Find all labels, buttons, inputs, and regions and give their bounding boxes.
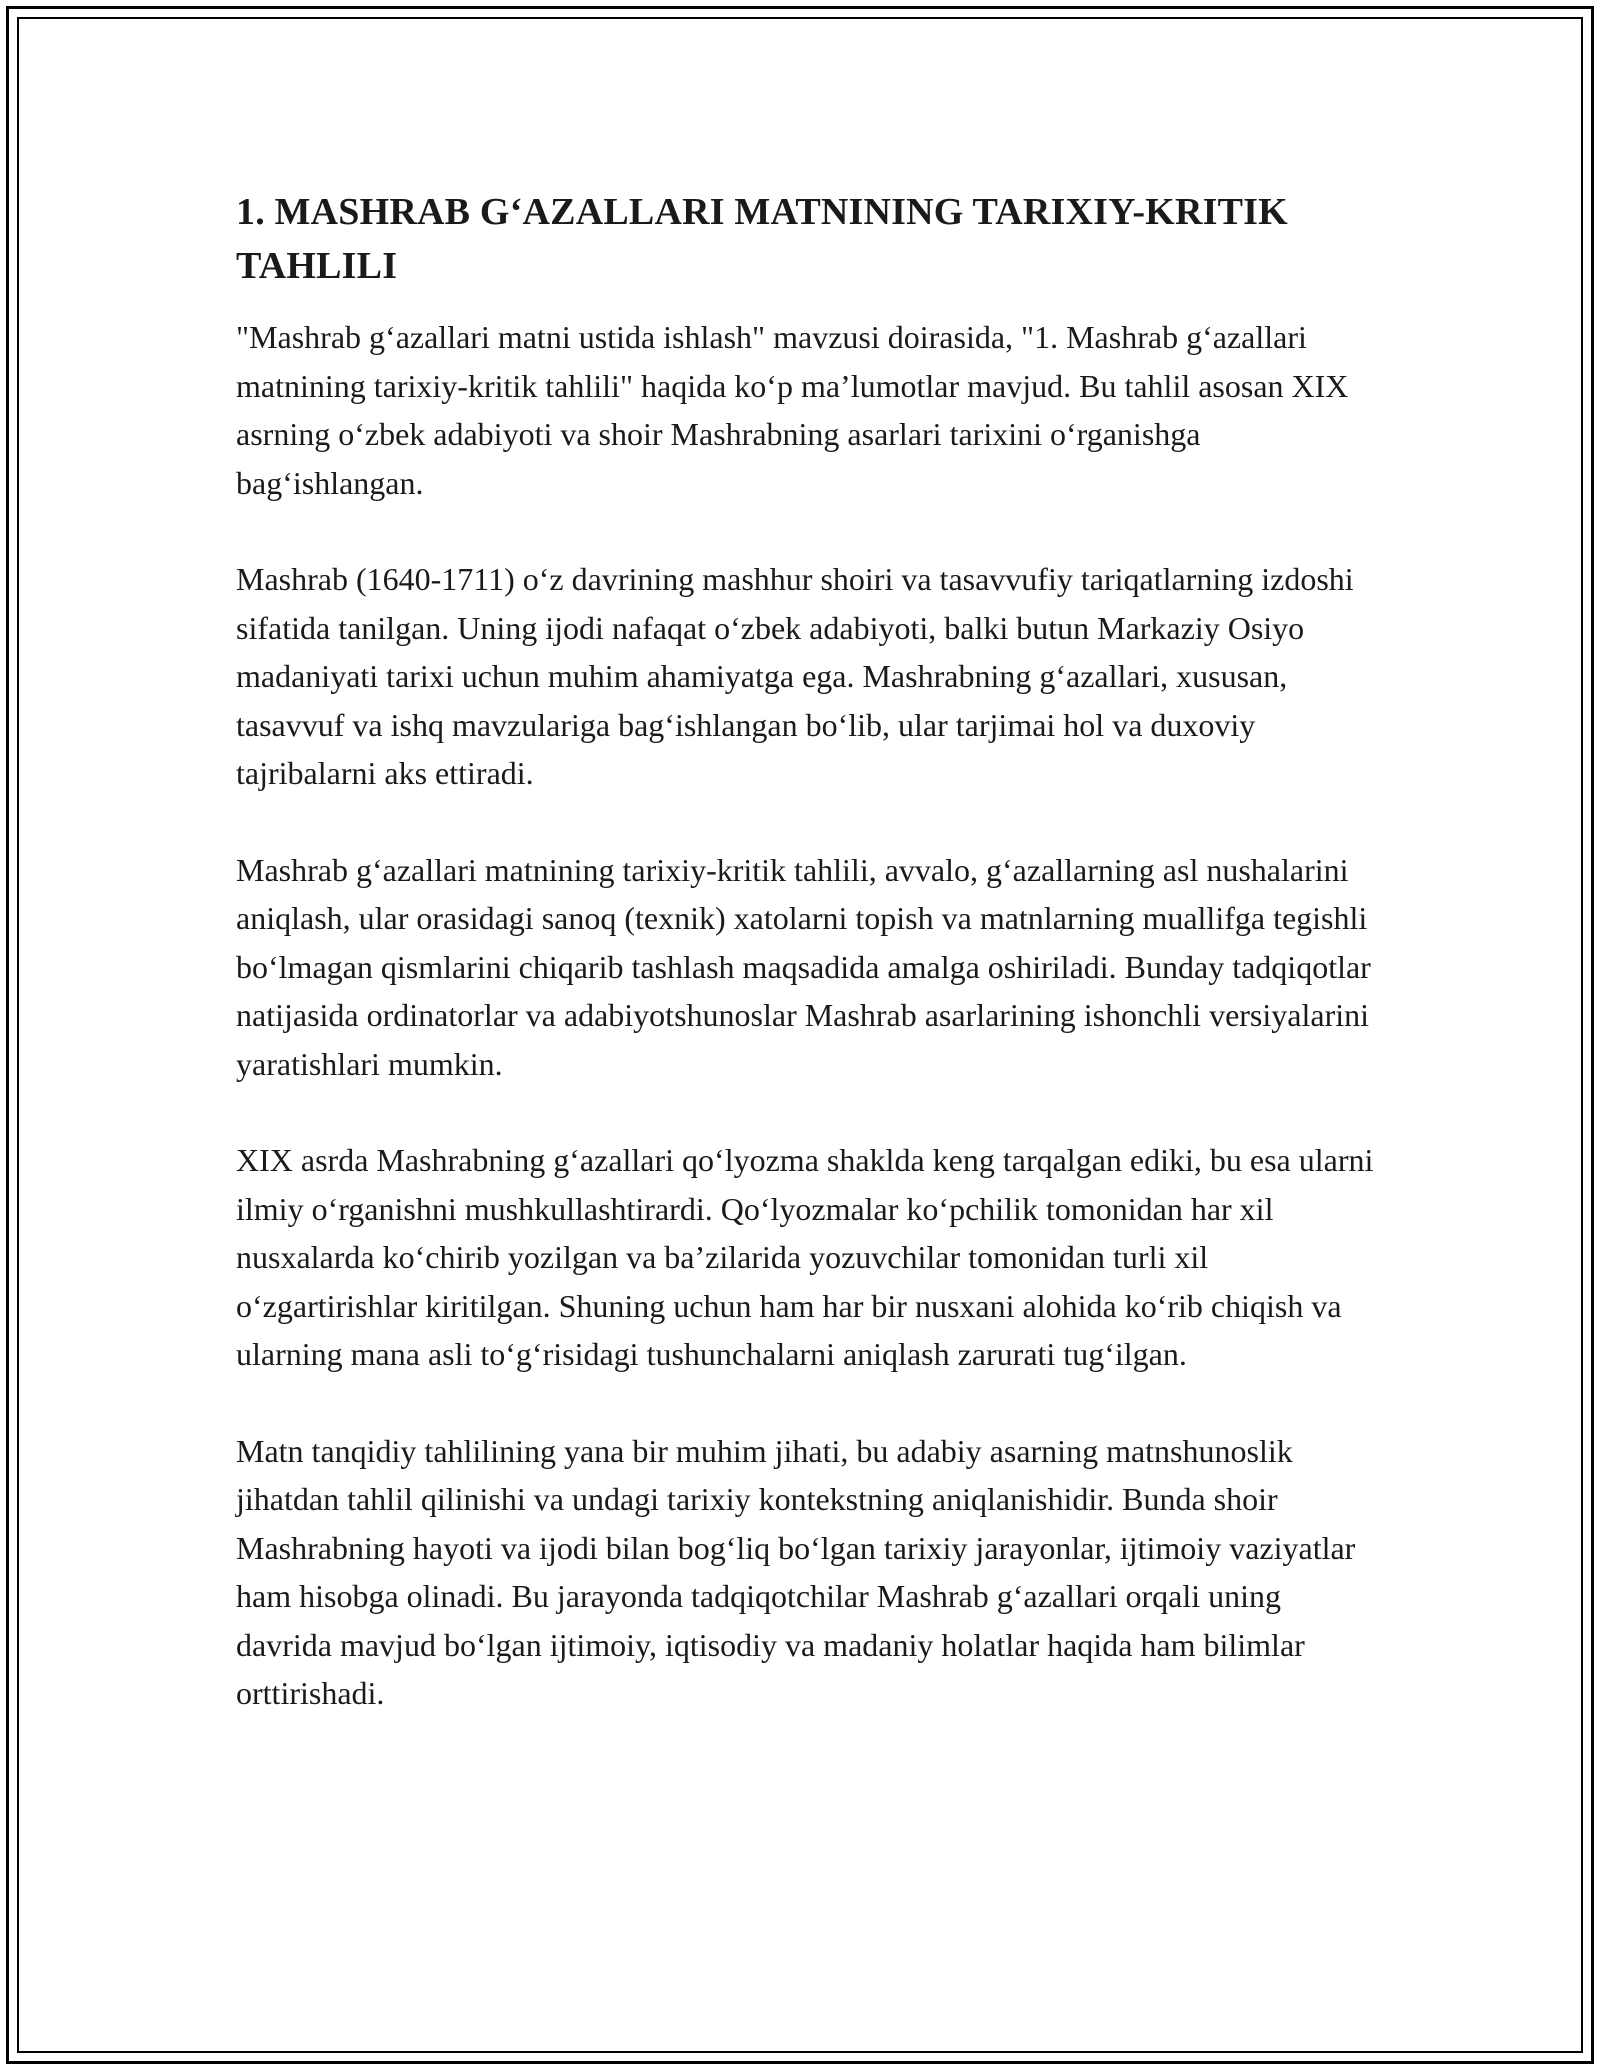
paragraph-5: Matn tanqidiy tahlilining yana bir muhim jihati, bu adabiy asarning matnshunoslik jihatdan tahlil qilinishi va undagi tarixiy kontekstning aniqlanishidir. Bunda shoir Mashrabning hayoti va ijodi bilan bog‘liq bo‘lgan tarixiy jarayonlar, ijtimoiy vaziyatlar ham hisobga olinadi. Bu jarayonda tadqiqotchilar Mashrab g‘azallari orqali uning davrida mavjud bo‘lgan ijtimoiy, iqtisodiy va madaniy holatlar haqida ham bilimlar orttirishadi. bbox=[236, 1432, 1356, 1711]
paragraph-1: "Mashrab g‘azallari matni ustida ishlash" mavzusi doirasida, "1. Mashrab g‘azallari matnining tarixiy-kritik tahlili" haqida ko‘p ma’lumotlar mavjud. Bu tahlil asosan XIX asrning o‘zbek adabiyoti va shoir Mashrabning asarlari tarixini o‘rganishga bag‘ishlangan. bbox=[236, 319, 1349, 501]
paragraph-3: Mashrab g‘azallari matnining tarixiy-kritik tahlili, avvalo, g‘azallarning asl nushalarini aniqlash, ular orasidagi sanoq (texnik) xatolarni topish va matnlarning muallifga tegishli bo‘lmagan qismlarini chiqarib tashlash maqsadida amalga oshiriladi. Bunday tadqiqotlar natijasida ordinatorlar va adabiyotshunoslar Mashrab asarlarining ishonchli versiyalarini yaratishlari mumkin. bbox=[236, 851, 1371, 1082]
paragraph-2: Mashrab (1640-1711) o‘z davrining mashhur shoiri va tasavvufiy tariqatlarning izdoshi sifatida tanilgan. Uning ijodi nafaqat o‘zbek adabiyoti, balki butun Markaziy Osiyo madaniyati tarixi uchun muhim ahamiyatga ega. Mashrabning g‘azallari, xususan, tasavvuf va ishq mavzulariga bag‘ishlangan bo‘lib, ular tarjimai hol va duxoviy tajribalarni aks ettiradi. bbox=[236, 561, 1354, 791]
document-body bbox=[236, 185, 1376, 1766]
section-title: 1. MASHRAB G‘AZALLARI MATNINING TARIXIY-KRITIK TAHLILI bbox=[236, 191, 1288, 287]
paragraph-4: XIX asrda Mashrabning g‘azallari qo‘lyozma shaklda keng tarqalgan ediki, bu esa ularni ilmiy o‘rganishni mushkullashtirardi. Qo‘lyozmalar ko‘pchilik tomonidan har xil nusxalarda ko‘chirib yozilgan va ba’zilarida yozuvchilar tomonidan turli xil o‘zgartirishlar kiritilgan. Shuning uchun ham har bir nusxani alohida ko‘rib chiqish va ularning mana asli to‘g‘risidagi tushunchalarni aniqlash zarurati tug‘ilgan. bbox=[236, 1142, 1374, 1372]
